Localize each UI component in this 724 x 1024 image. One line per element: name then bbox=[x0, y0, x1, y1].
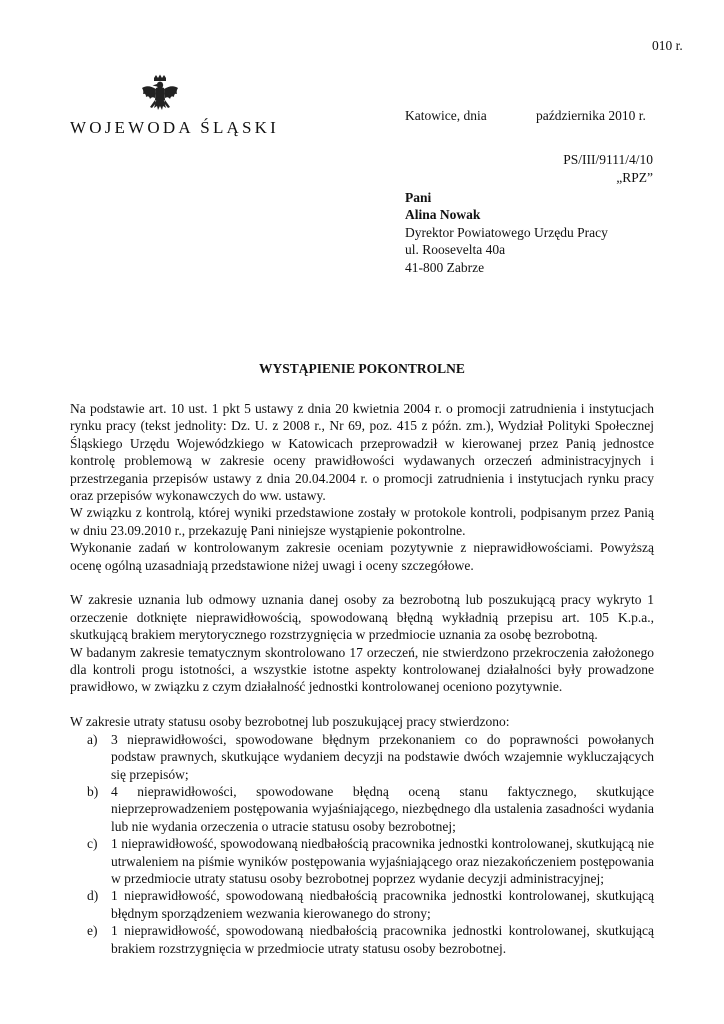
paragraph-protocol: W związku z kontrolą, której wyniki przedstawione zostały w protokole kontroli, podpisanym przez Panią w dniu 23.09.2010 r., przekazuję Pani niniejsze wystąpienie pokontrolne. bbox=[70, 505, 654, 538]
paragraph-unemployed-recognition: W zakresie uznania lub odmowy uznania danej osoby za bezrobotną lub poszukującą pracy wykryto 1 orzeczenie dotknięte nieprawidłowością, spowodowaną błędną wykładnią przepisu art. 105 K.p.a., skutkującą brakiem merytorycznego rozstrzygnięcia w przedmiocie uznania za osobę bezrobotną. bbox=[70, 592, 654, 643]
list-item-label: d) bbox=[87, 888, 99, 904]
reference-code: „RPZ” bbox=[616, 170, 653, 185]
list-item bbox=[70, 731, 654, 783]
recipient-block bbox=[405, 189, 705, 276]
letter-body bbox=[70, 400, 654, 957]
list-item-text: 1 nieprawidłowość, spowodowaną niedbałością pracownika jednostki kontrolowanej, skutkującą błędnym sporządzeniem wezwania kierowanego do strony; bbox=[111, 888, 654, 921]
page-reference: 010 r. bbox=[652, 38, 683, 53]
list-item-text: 4 nieprawidłowości, spowodowane błędną oceną stanu faktycznego, skutkujące nieprzeprowadzeniem postępowania wyjaśniającego, niezbędnego dla ustalenia zasadności wydania lub nie wydania orzeczenia o utracie statusu osoby bezrobotnej; bbox=[111, 783, 654, 834]
letterhead-title: WOJEWODA ŚLĄSKI bbox=[70, 118, 280, 137]
letter-date: października 2010 r. bbox=[536, 108, 646, 123]
eagle-emblem-icon bbox=[140, 74, 180, 120]
list-item-label: a) bbox=[87, 731, 98, 747]
list-item bbox=[70, 783, 654, 835]
recipient-position: Dyrektor Powiatowego Urzędu Pracy bbox=[405, 224, 608, 240]
list-item-text: 1 nieprawidłowość, spowodowaną niedbałością pracownika jednostki kontrolowanej, skutkującą nie utrwaleniem na piśmie wyników postępowania wyjaśniającego oraz niezakończeniem postępowania w przedmiocie utraty statusu osoby bezrobotnej poprzez wydanie decyzji administracyjnej; bbox=[111, 836, 654, 886]
place-label: Katowice, dnia bbox=[405, 108, 487, 123]
reference-number: PS/III/9111/4/10 bbox=[563, 152, 653, 167]
recipient-postal-city: 41-800 Zabrze bbox=[405, 259, 485, 275]
recipient-street: ul. Roosevelta 40a bbox=[405, 242, 506, 258]
paragraph-status-loss-intro: W zakresie utraty statusu osoby bezrobotnej lub poszukującej pracy stwierdzono: bbox=[70, 714, 510, 730]
list-item-text: 1 nieprawidłowość, spowodowaną niedbałością pracownika jednostki kontrolowanej, skutkującą brakiem rozstrzygnięcia w przedmiocie utraty statusu osoby bezrobotnej. bbox=[111, 923, 654, 956]
list-item-label: e) bbox=[87, 923, 98, 939]
paragraph-scope-summary: W badanym zakresie tematycznym skontrolowano 17 orzeczeń, nie stwierdzono przekroczenia założonego dla kontroli progu istotności, a wszystkie istotne aspekty kontrolowanej działalności były prowadzone prawidłowo, w związku z czym działalność jednostki kontrolowanej oceniono pozytywnie. bbox=[70, 644, 654, 695]
list-item bbox=[70, 887, 654, 922]
list-item-text: 3 nieprawidłowości, spowodowane błędnym przekonaniem co do poprawności powołanych podstaw prawnych, skutkujące wydaniem decyzji na podstawie dwóch wzajemnie wykluczających się przepisów; bbox=[111, 731, 654, 782]
document-heading: WYSTĄPIENIE POKONTROLNE bbox=[259, 361, 465, 376]
paragraph-assessment: Wykonanie zadań w kontrolowanym zakresie oceniam pozytywnie z nieprawidłowościami. Powyższą ocenę ogólną uzasadniają przedstawione niżej uwagi i oceny szczegółowe. bbox=[70, 540, 654, 573]
recipient-name: Alina Nowak bbox=[405, 207, 481, 223]
list-item-label: c) bbox=[87, 836, 98, 852]
paragraph-legal-basis: Na podstawie art. 10 ust. 1 pkt 5 ustawy z dnia 20 kwietnia 2004 r. o promocji zatrudnienia i instytucjach rynku pracy (tekst jednolity: Dz. U. z 2008 r., Nr 69, poz. 415 z późn. zm.), Wydział Polityki Społecznej Śląskiego Urzędu Wojewódzkiego w Katowicach przeprowadził w kierowanej przez Panią jednostce kontrolę problemową w zakresie oceny prawidłowości wydawanych orzeczeń administracyjnych i przestrzegania przepisów ustawy z dnia 20.04.2004 r. o promocji zatrudnienia i instytucjach rynku pracy oraz przepisów wykonawczych do ww. ustawy. bbox=[70, 401, 654, 504]
recipient-salutation: Pani bbox=[405, 190, 432, 205]
list-item bbox=[70, 835, 654, 887]
list-item-label: b) bbox=[87, 783, 99, 799]
list-item bbox=[70, 922, 654, 957]
issues-list bbox=[70, 731, 654, 957]
